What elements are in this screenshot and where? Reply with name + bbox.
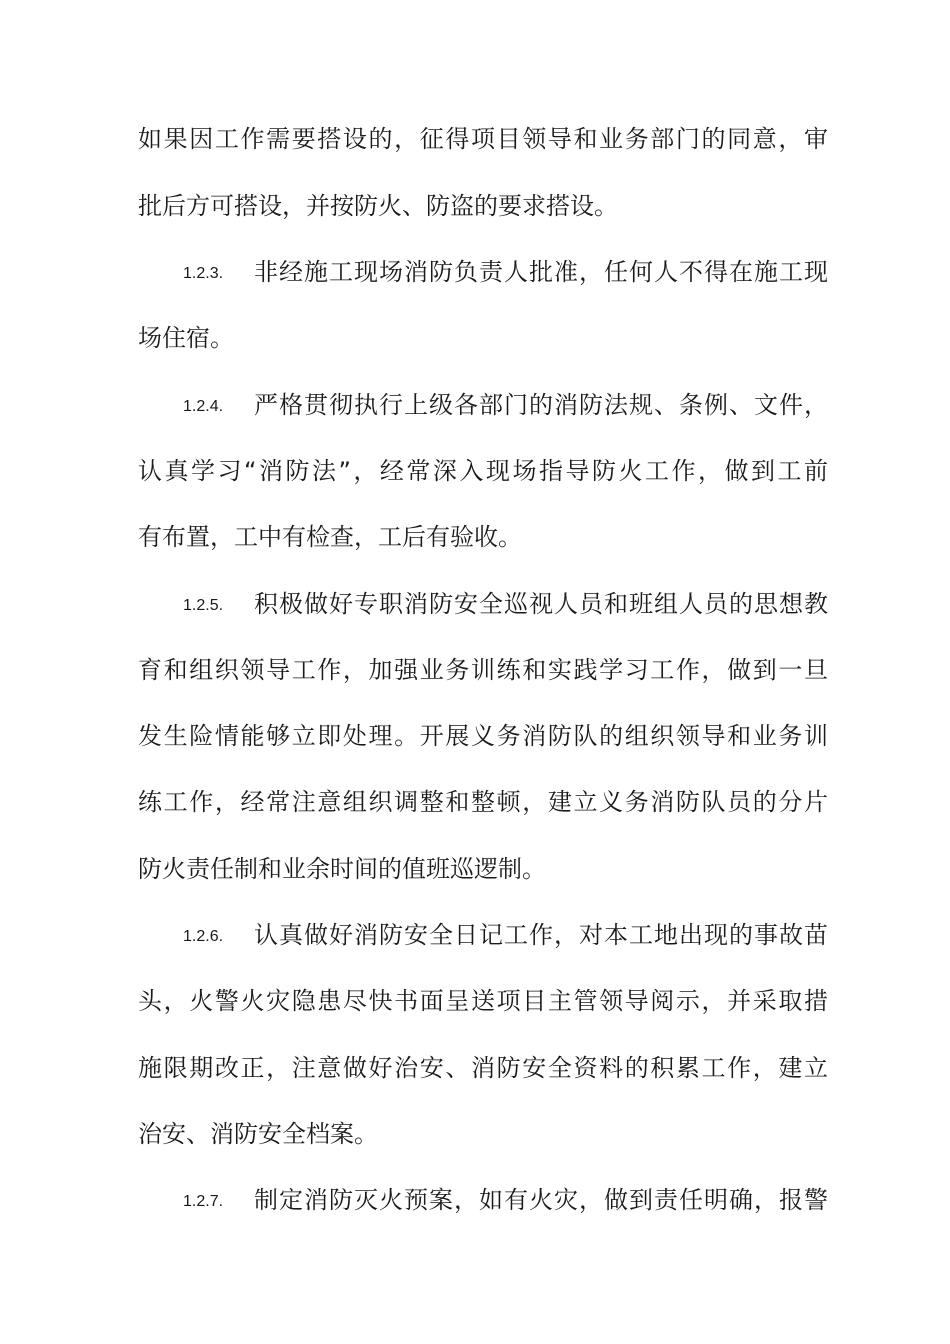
numbered-item-heading — [183, 589, 828, 621]
text-line — [138, 1119, 828, 1149]
text-line — [138, 854, 828, 884]
line-text: 严格贯彻执行上级各部门的消防法规、条例、文件， — [253, 391, 828, 419]
numbered-item-heading — [183, 257, 828, 289]
line-text: 非经施工现场消防负责人批准，任何人不得在施工现 — [253, 258, 828, 286]
line-text: 场住宿。 — [138, 324, 234, 352]
text-line — [138, 655, 828, 685]
item-number: 1.2.4. — [183, 398, 224, 415]
line-text: 治安、消防安全档案。 — [138, 1120, 378, 1148]
text-line — [138, 721, 828, 751]
text-line — [138, 522, 828, 552]
item-number: 1.2.3. — [183, 265, 224, 282]
line-text: 制定消防灭火预案，如有火灾，做到责任明确，报警 — [253, 1186, 828, 1214]
line-text: 头，火警火灾隐患尽快书面呈送项目主管领导阅示，并采取措 — [138, 987, 828, 1015]
text-line — [138, 124, 828, 154]
line-text: 练工作，经常注意组织调整和整顿，建立义务消防队员的分片 — [138, 788, 828, 816]
line-text: 批后方可搭设，并按防火、防盗的要求搭设。 — [138, 192, 618, 220]
line-text: 积极做好专职消防安全巡视人员和班组人员的思想教 — [253, 590, 828, 618]
numbered-item-heading — [183, 390, 828, 422]
text-line — [138, 323, 828, 353]
line-text: 育和组织领导工作，加强业务训练和实践学习工作，做到一旦 — [138, 656, 828, 684]
item-number: 1.2.6. — [183, 928, 224, 945]
line-text: 认真学习“消防法”，经常深入现场指导防火工作，做到工前 — [138, 457, 828, 485]
text-line — [138, 787, 828, 817]
line-text: 如果因工作需要搭设的，征得项目领导和业务部门的同意，审 — [138, 125, 828, 153]
line-text: 防火责任制和业余时间的值班巡逻制。 — [138, 855, 546, 883]
text-line — [138, 456, 828, 486]
line-text: 施限期改正，注意做好治安、消防安全资料的积累工作，建立 — [138, 1054, 828, 1082]
line-text: 有布置，工中有检查，工后有验收。 — [138, 523, 522, 551]
item-number: 1.2.5. — [183, 597, 224, 614]
text-line — [138, 1053, 828, 1083]
line-text: 发生险情能够立即处理。开展义务消防队的组织领导和业务训 — [138, 722, 828, 750]
numbered-item-heading — [183, 920, 828, 952]
line-text: 认真做好消防安全日记工作，对本工地出现的事故苗 — [253, 921, 828, 949]
text-line — [138, 191, 828, 221]
numbered-item-heading — [183, 1185, 828, 1217]
item-number: 1.2.7. — [183, 1193, 224, 1210]
text-line — [138, 986, 828, 1016]
